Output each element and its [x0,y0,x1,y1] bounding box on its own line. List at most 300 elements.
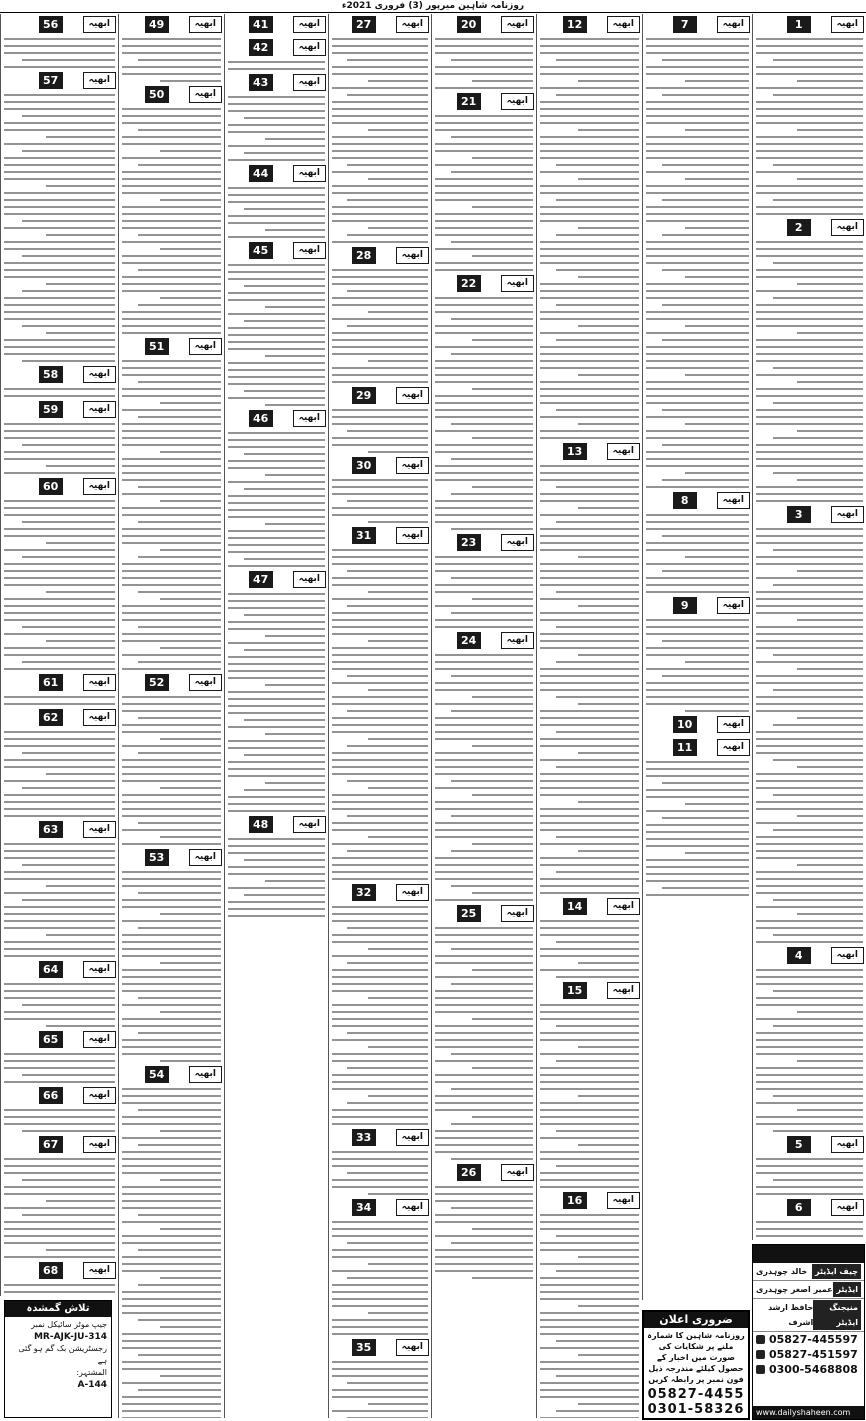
text-line [122,577,221,579]
text-line [160,1375,221,1377]
text-line [122,843,221,845]
text-line [332,801,428,803]
text-line [540,857,639,859]
text-line [122,794,221,796]
text-line [228,201,325,203]
text-line [540,682,639,684]
news-item-label: ابھیہ [293,74,326,91]
text-line [797,479,863,481]
text-line [228,383,325,385]
news-item-label: ابھیہ [293,242,326,259]
text-line [578,703,639,705]
text-line [22,752,115,754]
news-item [434,14,534,91]
text-line [4,304,115,306]
text-line [773,689,863,691]
text-line [368,1046,428,1048]
text-line [368,997,428,999]
text-line [46,283,115,285]
text-line [662,59,749,61]
news-item-header [645,597,750,614]
news-item-body [434,556,534,628]
text-line [540,640,639,642]
text-line [4,913,115,915]
text-line [540,472,639,474]
text-line [451,983,533,985]
text-line [756,1067,863,1069]
news-item-body [3,1284,116,1296]
text-line [4,318,115,320]
text-line [540,283,639,285]
text-line [228,460,325,462]
text-line [435,717,533,719]
text-line [756,423,863,425]
news-item-body [434,38,534,89]
text-line [332,1396,428,1398]
text-line [244,285,325,287]
text-line [332,1319,428,1321]
text-line [435,507,533,509]
text-line [646,514,749,516]
news-item [434,1162,534,1281]
text-line [244,152,325,154]
text-line [265,635,325,637]
text-line [646,696,749,698]
text-line [160,1179,221,1181]
text-line [578,1305,639,1307]
text-line [646,150,749,152]
text-line [4,1172,115,1174]
text-line [540,1277,639,1279]
credits-managing-row [753,1299,864,1332]
text-line [347,59,428,61]
news-item-number: 6 [787,1199,811,1216]
news-item [331,14,429,245]
news-item-label: ابھیہ [83,709,116,726]
text-line [228,726,325,728]
text-line [756,878,863,880]
text-line [556,766,639,768]
text-line [773,402,863,404]
text-line [540,1011,639,1013]
news-item-header [539,443,640,460]
text-line [435,766,533,768]
text-line [646,262,749,264]
news-item-header [645,716,750,733]
text-line [122,920,221,922]
text-line [646,283,749,285]
text-line [122,969,221,971]
text-line [138,129,221,131]
text-line [756,416,863,418]
text-line [435,626,533,628]
news-item [3,1085,116,1134]
text-line [756,451,863,453]
text-line [756,997,863,999]
text-line [756,465,863,467]
text-line [435,199,533,201]
text-line [332,493,428,495]
text-line [122,1165,221,1167]
text-line [122,528,221,530]
text-line [138,1109,221,1111]
news-item-label: ابھیہ [396,1129,429,1146]
text-line [122,710,221,712]
text-line [756,633,863,635]
news-item [227,240,326,408]
text-line [756,836,863,838]
website-url[interactable]: www.dailyshaheen.com [753,1406,864,1419]
text-line [265,404,325,406]
text-line [347,500,428,502]
text-line [332,1249,428,1251]
text-line [228,656,325,658]
text-line [122,318,221,320]
news-item-number: 63 [39,821,63,838]
text-line [435,185,533,187]
text-line [578,1046,639,1048]
text-line [540,598,639,600]
text-line [646,192,749,194]
text-line [332,479,428,481]
text-line [368,129,428,131]
text-line [160,647,221,649]
news-item-label: ابھیہ [189,849,222,866]
news-item-header [539,982,640,999]
text-line [756,311,863,313]
news-item-body [227,187,326,238]
text-line [540,493,639,495]
news-item-header [331,1129,429,1146]
text-line [122,465,221,467]
text-line [4,633,115,635]
text-line [540,290,639,292]
editor-name: عمیر اصغر چوہدری [756,1285,833,1294]
text-line [756,318,863,320]
text-line [472,157,533,159]
text-line [332,486,428,488]
news-item-label: ابھیہ [831,1136,864,1153]
news-item-number: 1 [787,16,811,33]
news-item-number: 20 [457,16,481,33]
text-line [685,80,749,82]
text-line [451,318,533,320]
text-line [662,479,749,481]
text-line [122,563,221,565]
news-item-header [3,72,116,89]
text-line [332,213,428,215]
text-line [4,1242,115,1244]
text-line [435,808,533,810]
text-line [756,1228,863,1230]
text-line [122,948,221,950]
news-item-body [434,927,534,1160]
text-line [122,731,221,733]
news-item-body [3,423,116,474]
news-item-label: ابھیہ [293,39,326,56]
text-line [451,780,533,782]
text-line [138,752,221,754]
news-item-body [539,38,640,439]
news-item-label: ابھیہ [501,93,534,110]
news-item-label: ابھیہ [396,457,429,474]
text-line [540,1263,639,1265]
text-line [46,885,115,887]
text-line [435,1263,533,1265]
text-line [160,836,221,838]
text-line [578,850,639,852]
text-line [540,1053,639,1055]
text-line [662,199,749,201]
news-item-header [3,709,116,726]
text-line [22,661,115,663]
news-item [3,399,116,476]
text-line [4,66,115,68]
text-line [22,556,115,558]
news-item-body [539,1004,640,1188]
text-line [435,787,533,789]
text-line [122,878,221,880]
text-line [556,696,639,698]
text-line [435,45,533,47]
news-item-header [227,571,326,588]
text-line [540,969,639,971]
text-line [540,1088,639,1090]
text-line [138,269,221,271]
text-line [797,1060,863,1062]
text-line [797,1109,863,1111]
news-item-header [331,387,429,404]
text-line [435,1186,533,1188]
text-line [435,395,533,397]
text-line [756,353,863,355]
text-line [646,38,749,40]
text-line [265,306,325,308]
text-line [646,108,749,110]
text-line [578,507,639,509]
text-line [122,367,221,369]
text-line [228,901,325,903]
text-line [773,899,863,901]
text-line [646,318,749,320]
text-line [756,1088,863,1090]
news-item-number: 41 [249,16,273,33]
text-line [773,549,863,551]
text-line [646,451,749,453]
text-line [228,544,325,546]
text-line [228,565,325,567]
news-item [331,385,429,455]
news-item-body [645,514,750,593]
news-item [755,14,864,217]
text-line [228,215,325,217]
text-line [756,1186,863,1188]
text-line [435,52,533,54]
text-line [4,171,115,173]
text-line [756,213,863,215]
managing-editor-name: حافظ ارشد اشرف [768,1303,814,1327]
text-line [4,535,115,537]
text-line [435,1270,533,1272]
text-line [332,332,428,334]
text-line [646,549,749,551]
news-item-number: 62 [39,709,63,726]
text-line [122,311,221,313]
text-line [138,822,221,824]
text-line [540,745,639,747]
text-line [646,775,749,777]
text-line [756,927,863,929]
text-line [332,1256,428,1258]
text-line [22,290,115,292]
text-line [122,493,221,495]
text-line [540,1389,639,1391]
text-line [646,115,749,117]
text-line [472,437,533,439]
news-item-header [3,1262,116,1279]
text-line [435,227,533,229]
text-line [265,523,325,525]
text-line [435,150,533,152]
news-item [331,882,429,1127]
text-line [332,759,428,761]
text-line [228,838,325,840]
news-item [539,1190,640,1418]
important-notice-title: ضروری اعلان [644,1312,748,1328]
text-line [756,556,863,558]
text-line [160,1326,221,1328]
news-item [755,1134,864,1197]
text-line [228,621,325,623]
text-line [646,866,749,868]
news-item-header [755,947,864,964]
text-line [435,178,533,180]
news-item [227,72,326,163]
news-item-label: ابھیہ [83,401,116,418]
text-line [122,1333,221,1335]
news-item-label: ابھیہ [501,905,534,922]
text-line [756,808,863,810]
text-line [756,1074,863,1076]
important-notice-body: روزنامہ شاہین کا شمارہ ملنے پر شکایات کی صورت میں اخبار کے حصول کیلئے مندرجہ ذیل فون نمبر پر رابطہ کریں [647,1331,745,1384]
text-line [332,1186,428,1188]
text-line [797,283,863,285]
text-line [4,801,115,803]
text-line [435,192,533,194]
text-line [756,1081,863,1083]
text-line [122,815,221,817]
text-line [646,859,749,861]
text-line [332,346,428,348]
text-line [685,803,749,805]
text-line [368,836,428,838]
text-line [435,1235,533,1237]
text-line [756,339,863,341]
news-item [755,217,864,504]
text-line [347,675,428,677]
text-line [773,934,863,936]
text-line [435,1137,533,1139]
text-line [540,1214,639,1216]
news-item-body [434,297,534,530]
text-line [122,388,221,390]
text-line [228,313,325,315]
text-line [435,360,533,362]
news-item-header [434,1164,534,1181]
text-line [773,759,863,761]
news-item-header [227,74,326,91]
text-line [332,647,428,649]
text-line [4,276,115,278]
text-line [646,689,749,691]
text-line [347,1102,428,1104]
text-line [685,374,749,376]
text-line [435,479,533,481]
text-line [435,73,533,75]
text-line [435,878,533,880]
news-item [331,1337,429,1418]
news-item-header [331,457,429,474]
news-item-header [434,632,534,649]
text-line [138,997,221,999]
news-item-label: ابھیہ [607,898,640,915]
text-line [332,73,428,75]
text-line [540,213,639,215]
text-line [332,269,428,271]
text-line [332,1235,428,1237]
news-item-body [227,96,326,161]
text-line [646,122,749,124]
text-line [797,80,863,82]
text-line [347,1277,428,1279]
text-line [228,376,325,378]
text-line [540,402,639,404]
text-line [4,654,115,656]
news-item-number: 52 [145,674,169,691]
text-line [540,1123,639,1125]
text-line [122,619,221,621]
text-line [756,843,863,845]
text-line [556,94,639,96]
text-line [332,1389,428,1391]
news-item-header [755,1199,864,1216]
news-item [227,408,326,569]
text-line [228,775,325,777]
text-line [756,591,863,593]
text-line [122,654,221,656]
text-line [756,73,863,75]
news-item-body [331,906,429,1125]
text-line [662,535,749,537]
text-line [540,45,639,47]
text-line [332,619,428,621]
text-line [332,556,428,558]
text-line [228,509,325,511]
text-line [685,178,749,180]
text-line [122,227,221,229]
text-line [122,955,221,957]
text-line [472,1277,533,1279]
news-item-header [227,165,326,182]
text-line [646,486,749,488]
text-line [138,304,221,306]
text-line [646,619,749,621]
text-line [556,1130,639,1132]
text-line [4,990,115,992]
news-item-number: 4 [787,947,811,964]
text-line [540,724,639,726]
text-line [556,59,639,61]
